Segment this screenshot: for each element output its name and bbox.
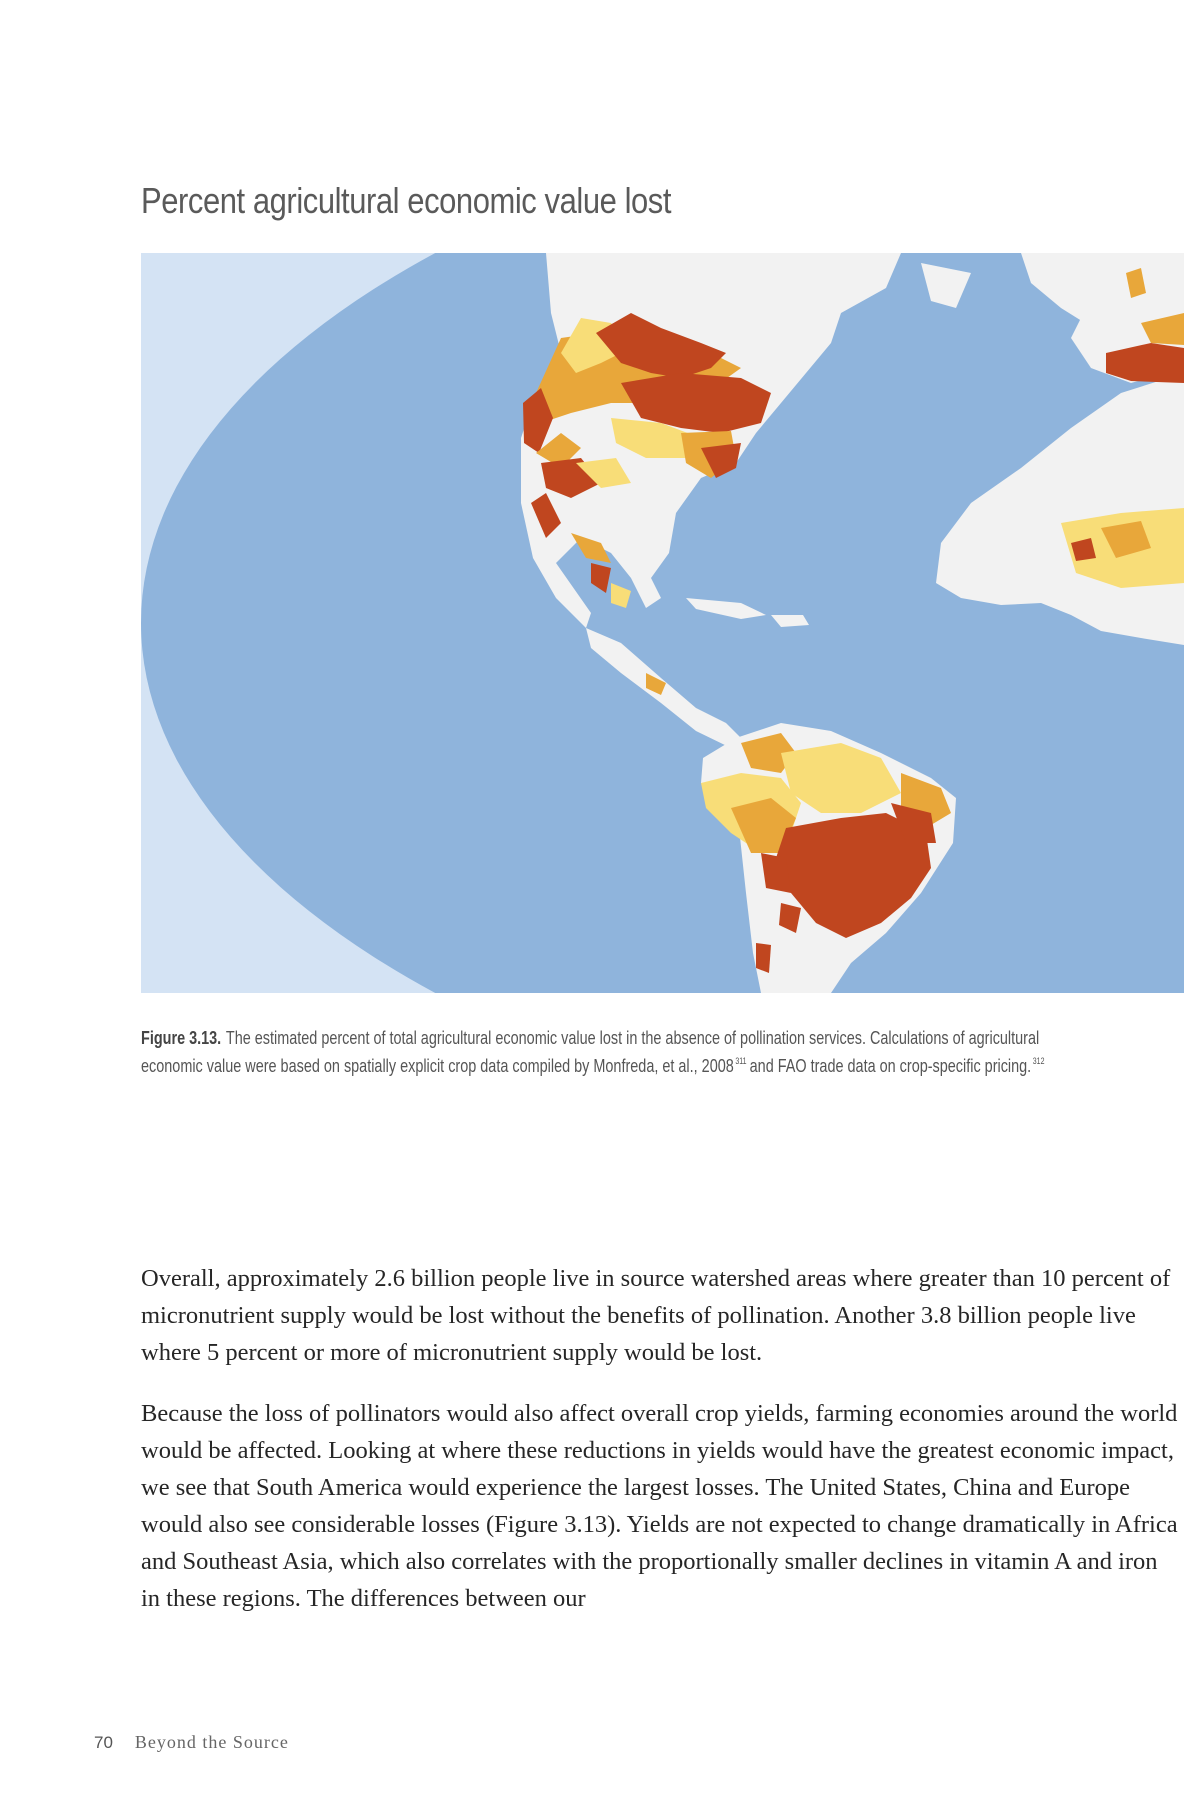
paragraph-1: Overall, approximately 2.6 billion people live in source watershed areas where greater than 10 percent of micronutrient supply would be lost without the benefits of pollination. Another 3.8 billion people live where 5 percent or more of micronutrient supply would be lost.: [141, 1265, 1171, 1366]
figure-label: Figure 3.13.: [141, 1027, 222, 1048]
figure-caption: [141, 1024, 1069, 1080]
page-footer: [94, 1732, 289, 1753]
publication-name: Beyond the Source: [134, 1732, 289, 1752]
caption-reference-312: 312: [1032, 1056, 1045, 1066]
sa-high-loss-chile: [756, 943, 771, 973]
map-title: Percent agricultural economic value lost: [141, 180, 672, 221]
page-number: 70: [94, 1733, 113, 1752]
body-text: [141, 1260, 1181, 1641]
caption-reference-311: 311: [735, 1056, 747, 1066]
world-map: [141, 253, 1184, 993]
caption-text-part-2: and FAO trade data on crop-specific pricing.: [749, 1055, 1032, 1076]
paragraph-2: Because the loss of pollinators would also affect overall crop yields, farming economies around the world would be affected. Looking at where these reductions in yields would have the greatest economic impact, we see that South America would experience the largest losses. The United States, China and Europe would also see considerable losses (Figure 3.13). Yields are not expected to change dramatically in Africa and Southeast Asia, which also correlates with the proportionally smaller declines in vitamin A and iron in these regions. The differences between our: [141, 1400, 1178, 1612]
caption-text-part-1: The estimated percent of total agricultural economic value lost in the absence of pollination services. Calculations of agricultural economic value were based on spatially explicit crop data compiled by Monfreda, et al., 2008: [141, 1027, 1040, 1076]
